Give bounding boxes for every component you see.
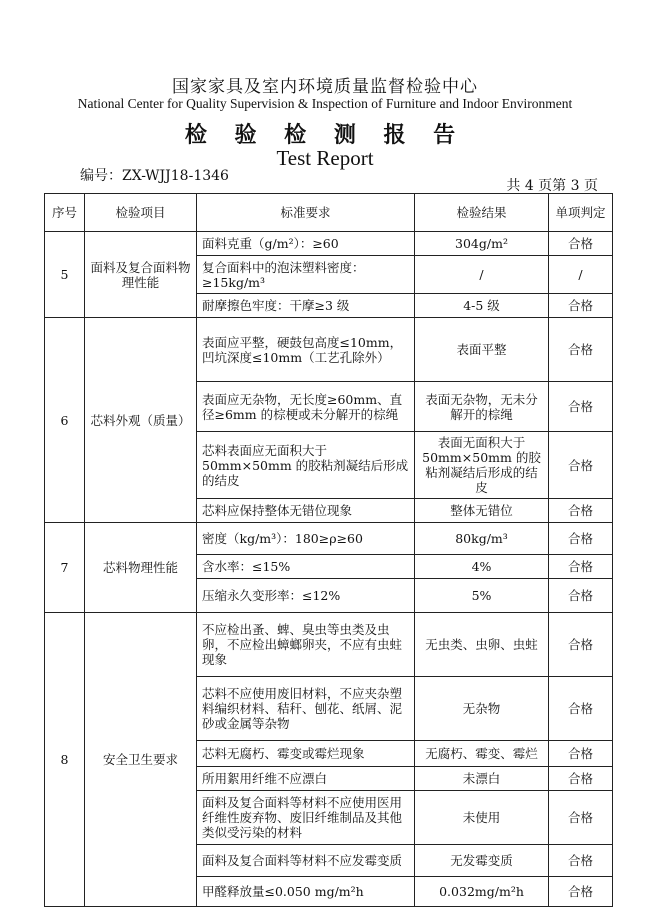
header-result: 检验结果 xyxy=(415,194,549,232)
standard-cell: 耐摩擦色牢度：干摩≥3 级 xyxy=(197,294,415,318)
result-cell: 未使用 xyxy=(415,791,549,845)
header-item: 检验项目 xyxy=(85,194,197,232)
header-seq: 序号 xyxy=(45,194,85,232)
seq-cell: 6 xyxy=(45,318,85,523)
verdict-cell: 合格 xyxy=(549,791,613,845)
verdict-cell: 合格 xyxy=(549,555,613,579)
standard-cell: 芯料不应使用废旧材料，不应夹杂塑料编织材料、秸秆、刨花、纸屑、泥砂或金属等杂物 xyxy=(197,677,415,741)
verdict-cell: 合格 xyxy=(549,845,613,877)
result-cell: 无腐朽、霉变、霉烂 xyxy=(415,741,549,767)
verdict-cell: 合格 xyxy=(549,232,613,256)
standard-cell: 芯料无腐朽、霉变或霉烂现象 xyxy=(197,741,415,767)
verdict-cell: 合格 xyxy=(549,294,613,318)
result-cell: 4% xyxy=(415,555,549,579)
result-cell: 4-5 级 xyxy=(415,294,549,318)
item-cell: 芯料外观（质量） xyxy=(85,318,197,523)
standard-cell: 压缩永久变形率：≤12% xyxy=(197,579,415,613)
result-cell: 未漂白 xyxy=(415,767,549,791)
seq-cell: 7 xyxy=(45,523,85,613)
standard-cell: 复合面料中的泡沫塑料密度：≥15kg/m³ xyxy=(197,256,415,294)
item-cell: 面料及复合面料物理性能 xyxy=(85,232,197,318)
verdict-cell: 合格 xyxy=(549,499,613,523)
standard-cell: 甲醛释放量≤0.050 mg/m²h xyxy=(197,877,415,907)
standard-cell: 表面应平整，硬鼓包高度≤10mm，凹坑深度≤10mm（工艺孔除外） xyxy=(197,318,415,382)
report-number: 编号：ZX-WJJ18-1346 xyxy=(80,168,229,184)
verdict-cell: 合格 xyxy=(549,382,613,432)
seq-cell: 5 xyxy=(45,232,85,318)
standard-cell: 芯料应保持整体无错位现象 xyxy=(197,499,415,523)
standard-cell: 面料克重（g/m²）：≥60 xyxy=(197,232,415,256)
result-cell: 0.032mg/m²h xyxy=(415,877,549,907)
verdict-cell: / xyxy=(549,256,613,294)
table-row xyxy=(45,613,613,677)
standard-cell: 面料及复合面料等材料不应发霉变质 xyxy=(197,845,415,877)
standard-cell: 密度（kg/m³）：180≥ρ≥60 xyxy=(197,523,415,555)
result-cell: 表面平整 xyxy=(415,318,549,382)
result-cell: 无虫类、虫卵、虫蛀 xyxy=(415,613,549,677)
standard-cell: 所用絮用纤维不应漂白 xyxy=(197,767,415,791)
standard-cell: 不应检出蚤、蜱、臭虫等虫类及虫卵，不应检出蟑螂卵夹，不应有虫蛀现象 xyxy=(197,613,415,677)
item-cell: 安全卫生要求 xyxy=(85,613,197,907)
table-row xyxy=(45,523,613,555)
header-standard: 标准要求 xyxy=(197,194,415,232)
report-title-en: Test Report xyxy=(276,146,374,170)
result-cell: 80kg/m³ xyxy=(415,523,549,555)
result-cell: 表面无面积大于50mm×50mm 的胶粘剂凝结后形成的结皮 xyxy=(415,432,549,499)
verdict-cell: 合格 xyxy=(549,613,613,677)
verdict-cell: 合格 xyxy=(549,432,613,499)
seq-cell: 8 xyxy=(45,613,85,907)
standard-cell: 表面应无杂物，无长度≥60mm、直径≥6mm 的棕梗或未分解开的棕绳 xyxy=(197,382,415,432)
page-indicator: 共 4 页第 3 页 xyxy=(506,178,598,194)
verdict-cell: 合格 xyxy=(549,877,613,907)
standard-cell: 含水率：≤15% xyxy=(197,555,415,579)
result-cell: 表面无杂物，无未分解开的棕绳 xyxy=(415,382,549,432)
verdict-cell: 合格 xyxy=(549,677,613,741)
report-title-cn: 检 验 检 测 报 告 xyxy=(184,122,466,148)
standard-cell: 面料及复合面料等材料不应使用医用纤维性废弃物、废旧纤维制品及其他类似受污染的材料 xyxy=(197,791,415,845)
table-row xyxy=(45,318,613,382)
verdict-cell: 合格 xyxy=(549,579,613,613)
result-cell: 无发霉变质 xyxy=(415,845,549,877)
inspection-table xyxy=(44,193,613,907)
verdict-cell: 合格 xyxy=(549,741,613,767)
standard-cell: 芯料表面应无面积大于 50mm×50mm 的胶粘剂凝结后形成的结皮 xyxy=(197,432,415,499)
organization-name-cn: 国家家具及室内环境质量监督检验中心 xyxy=(172,77,478,97)
result-cell: 整体无错位 xyxy=(415,499,549,523)
verdict-cell: 合格 xyxy=(549,318,613,382)
result-cell: / xyxy=(415,256,549,294)
header-verdict: 单项判定 xyxy=(549,194,613,232)
verdict-cell: 合格 xyxy=(549,767,613,791)
result-cell: 304g/m² xyxy=(415,232,549,256)
table-header-row xyxy=(45,194,613,232)
result-cell: 5% xyxy=(415,579,549,613)
item-cell: 芯料物理性能 xyxy=(85,523,197,613)
table-row xyxy=(45,232,613,256)
organization-name-en: National Center for Quality Supervision & Inspection of Furniture and Indoor Environment xyxy=(77,96,573,111)
result-cell: 无杂物 xyxy=(415,677,549,741)
verdict-cell: 合格 xyxy=(549,523,613,555)
